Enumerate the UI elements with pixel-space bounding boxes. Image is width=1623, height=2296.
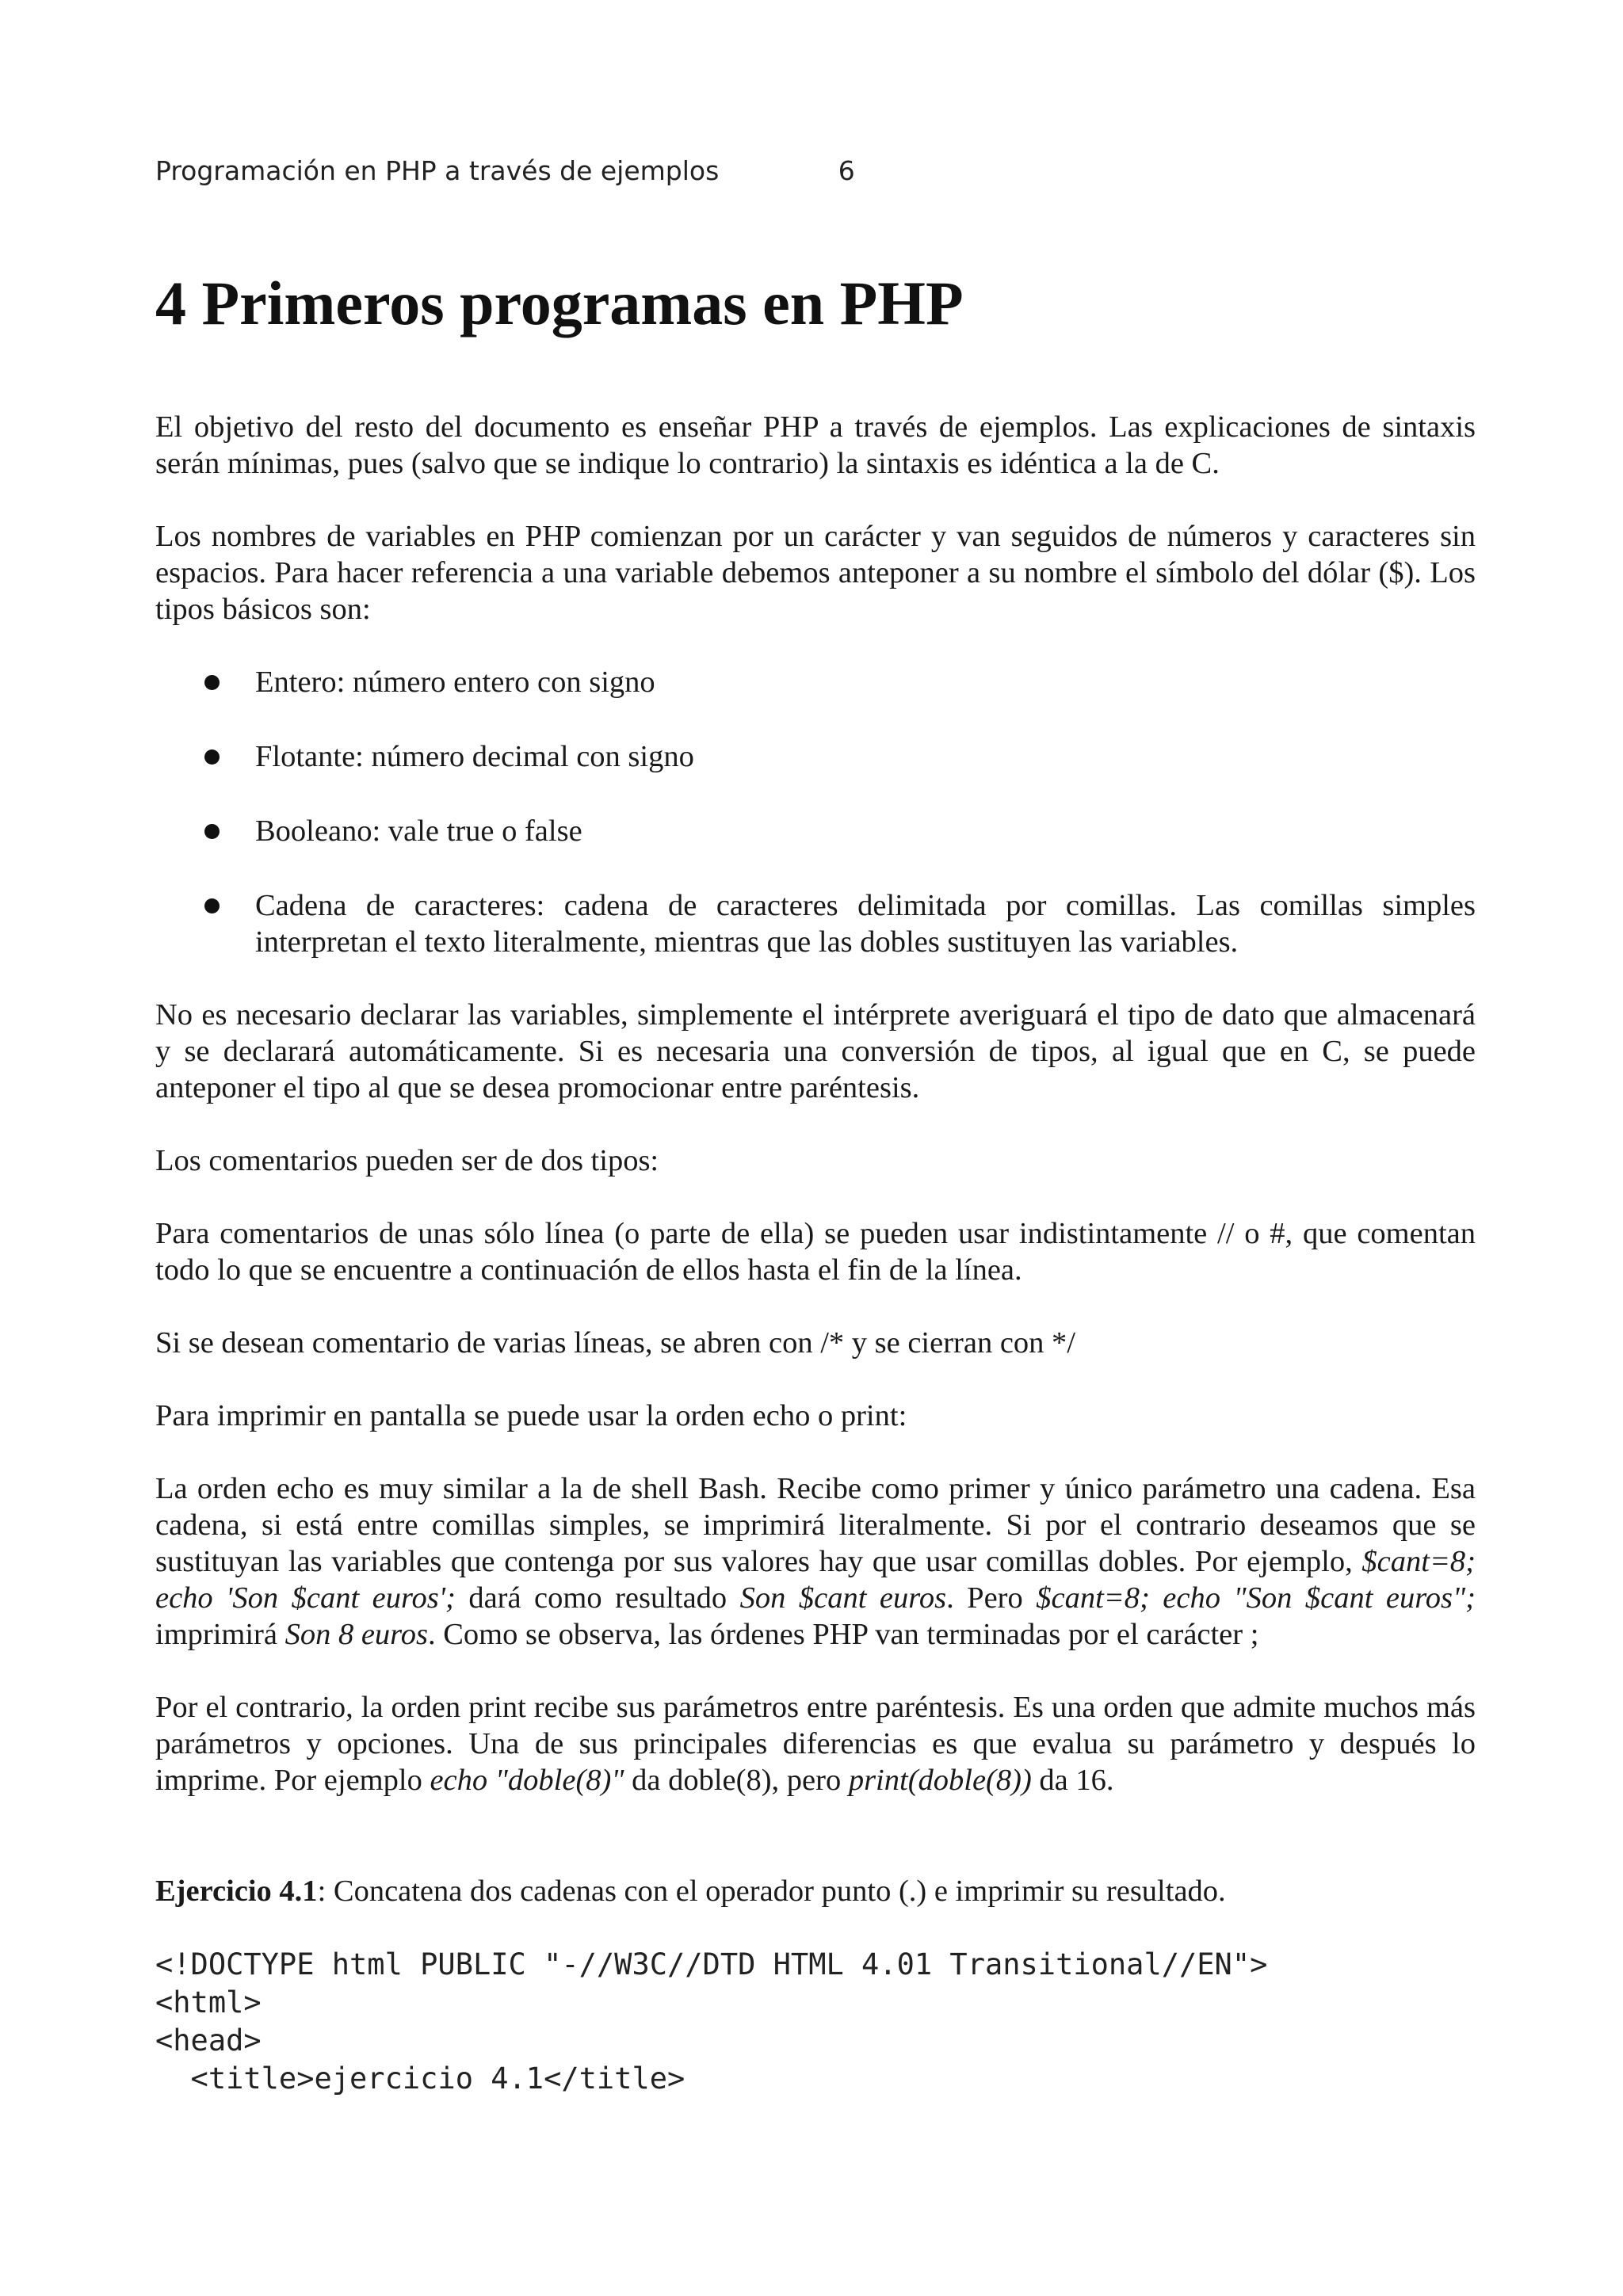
code-line: <!DOCTYPE html PUBLIC "-//W3C//DTD HTML 4.01 Transitional//EN">	[155, 1947, 1268, 1981]
exercise-text: : Concatena dos cadenas con el operador punto (.) e imprimir su resultado.	[317, 1875, 1226, 1908]
list-item	[155, 813, 1476, 849]
print-code-print: print(doble(8))	[848, 1764, 1032, 1797]
running-header	[155, 155, 855, 186]
echo-result-substituted: Son 8 euros	[285, 1618, 428, 1651]
variables-paragraph: Los nombres de variables en PHP comienzan por un carácter y van seguidos de números y caracteres sin espacios. Para hacer referencia a una variable debemos anteponer a su nombre el símbolo del dólar ($). Los tipos básicos son:	[155, 520, 1476, 626]
exercise-statement	[155, 1873, 1476, 1909]
chapter-heading: 4 Primeros programas en PHP	[155, 269, 964, 338]
echo-text: imprimirá	[155, 1618, 285, 1651]
page-number: 6	[838, 155, 855, 186]
exercise-label: Ejercicio 4.1	[155, 1875, 318, 1908]
list-item-text: Entero: número entero con signo	[255, 666, 655, 699]
print-intro-paragraph: Para imprimir en pantalla se puede usar la orden echo o print:	[155, 1399, 907, 1432]
multi-line-comments-paragraph: Si se desean comentario de varias líneas, se abren con /* y se cierran con */	[155, 1326, 1075, 1360]
echo-result-literal: Son $cant euros	[739, 1581, 947, 1615]
echo-code-single-quotes: $cant=8; echo 'Son $cant euros';	[155, 1545, 1476, 1615]
code-line: <head>	[155, 2023, 262, 2058]
print-paragraph	[155, 1689, 1476, 1798]
declaration-paragraph: No es necesario declarar las variables, simplemente el intérprete averiguará el tipo de dato que almacenará y se declarará automáticamente. Si es necesaria una conversión de tipos, al igual que en C, se puede anteponer el tipo al que se desea promocionar entre paréntesis.	[155, 998, 1476, 1104]
list-item-text: Cadena de caracteres: cadena de caracteres delimitada por comillas. Las comillas simples interpretan el texto literalmente, mientras que las dobles sustituyen las variables.	[255, 889, 1476, 959]
page-content	[155, 268, 1476, 2098]
list-item	[155, 664, 1476, 700]
intro-paragraph: El objetivo del resto del documento es enseñar PHP a través de ejemplos. Las explicaciones de sintaxis serán mínimas, pues (salvo que se indique lo contrario) la sintaxis es idéntica a la de C.	[155, 410, 1476, 480]
list-item-text: Booleano: vale true o false	[255, 814, 582, 848]
bullet-icon	[204, 675, 220, 690]
list-item-text: Flotante: número decimal con signo	[255, 740, 694, 773]
print-text: da 16.	[1031, 1764, 1114, 1797]
echo-text: . Como se observa, las órdenes PHP van terminadas por el carácter ;	[427, 1618, 1259, 1651]
print-text: da doble(8), pero	[624, 1764, 849, 1797]
running-header-title: Programación en PHP a través de ejemplos	[155, 155, 720, 186]
list-item	[155, 887, 1476, 960]
code-line: <html>	[155, 1985, 262, 2019]
single-line-comments-paragraph: Para comentarios de unas sólo línea (o parte de ella) se pueden usar indistintamente // o #, que comentan todo lo que se encuentre a continuación de ellos hasta el fin de la línea.	[155, 1217, 1476, 1287]
comments-intro-paragraph: Los comentarios pueden ser de dos tipos:	[155, 1144, 659, 1177]
echo-paragraph	[155, 1470, 1476, 1653]
code-line: <title>ejercicio 4.1</title>	[155, 2061, 685, 2096]
print-code-echo: echo "doble(8)"	[430, 1764, 624, 1797]
echo-code-double-quotes: $cant=8; echo "Son $cant euros";	[1036, 1581, 1476, 1615]
list-item	[155, 738, 1476, 775]
types-list	[155, 664, 1476, 960]
print-text: Por el contrario, la orden print recibe sus parámetros entre paréntesis. Es una orden que admite muchos más parámetros y opciones. Una de sus principales diferencias es que evalua su parámetro y después lo imprime. Por ejemplo	[155, 1691, 1476, 1797]
echo-text: La orden echo es muy similar a la de shell Bash. Recibe como primer y único parámetro una cadena. Esa cadena, si está entre comillas simples, se imprimirá literalmente. Si por el contrario deseamos que se sustituyan las variables que contenga por sus valores hay que usar comillas dobles. Por ejemplo,	[155, 1472, 1476, 1578]
echo-text: . Pero	[946, 1581, 1037, 1615]
echo-text: dará como resultado	[455, 1581, 740, 1615]
code-block	[155, 1946, 1476, 2098]
bullet-icon	[204, 749, 220, 765]
bullet-icon	[204, 824, 220, 839]
bullet-icon	[204, 898, 220, 913]
